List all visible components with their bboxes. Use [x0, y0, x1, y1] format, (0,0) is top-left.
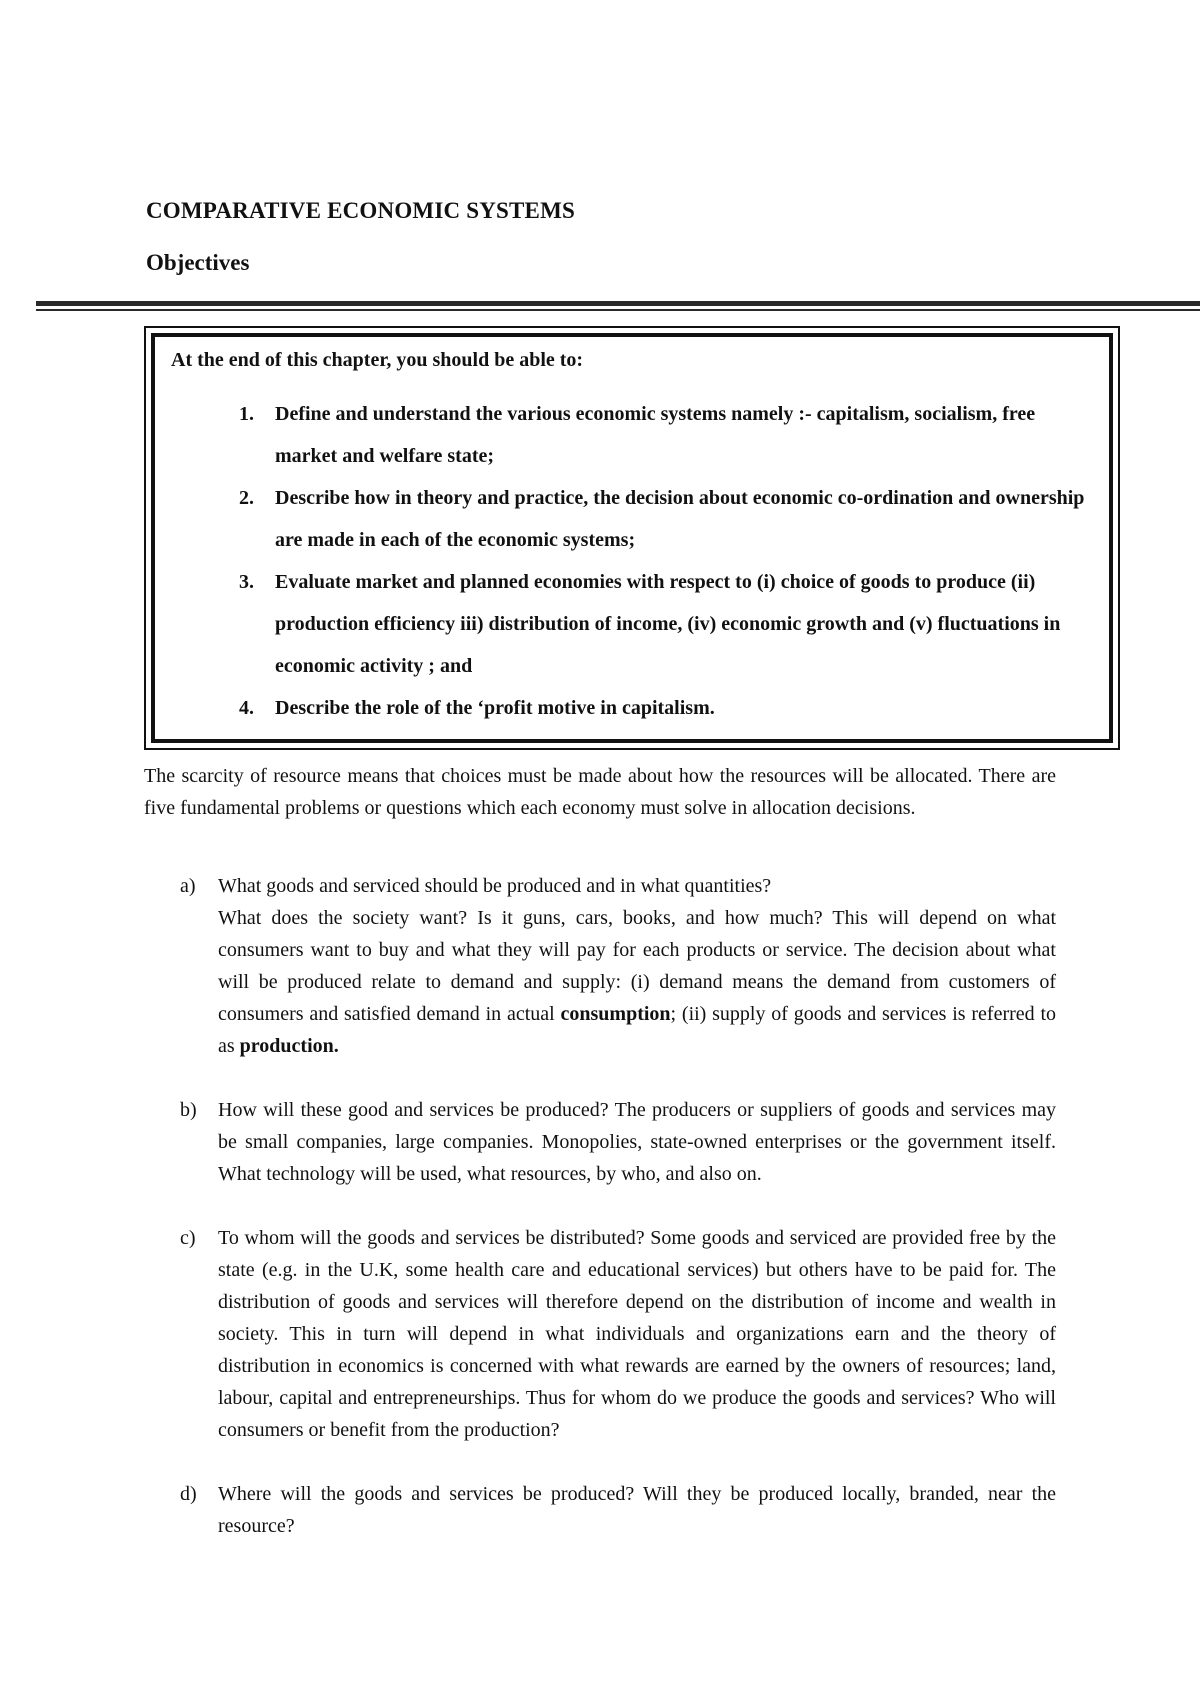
question-marker: a): [180, 875, 196, 897]
question-content: [218, 1222, 1056, 1446]
bold-term-consumption: consumption: [560, 1003, 671, 1025]
objectives-box: [144, 326, 1120, 750]
question-body: Where will the goods and services be produced? Will they be produced locally, branded, near the resource?: [218, 1483, 1056, 1537]
objectives-intro: At the end of this chapter, you should be able to:: [171, 349, 584, 371]
section-divider-thick: [36, 301, 1200, 306]
question-body: [218, 902, 1056, 1062]
objective-number: 1.: [239, 403, 254, 425]
question-item-a: [180, 870, 1056, 1062]
section-divider-thin: [36, 309, 1200, 311]
question-item-b: [180, 1094, 1056, 1190]
question-marker: d): [180, 1483, 197, 1505]
objective-number: 2.: [239, 487, 254, 509]
objective-text: Define and understand the various economic systems namely :- capitalism, socialism, free market and welfare state;: [275, 403, 1036, 467]
objective-item: [239, 561, 1099, 687]
question-marker: c): [180, 1227, 196, 1249]
question-marker: b): [180, 1099, 197, 1121]
section-heading-objectives: Objectives: [146, 250, 250, 275]
question-body-text: What does the society want? Is it guns, cars, books, and how much? This will depend on what consumers want to buy and what they will pay for each products or service. The decision about what will be produced relate to demand and supply: (i) demand means the demand from customers of consumers and satisfied demand in actual: [218, 907, 1056, 1025]
objective-item: [239, 687, 1099, 729]
objective-text: Evaluate market and planned economies with respect to (i) choice of goods to produce (ii) production efficiency iii) distribution of income, (iv) economic growth and (v) fluctuations in economic activity ; and: [275, 571, 1061, 677]
objectives-box-inner-border: [151, 333, 1113, 743]
objective-item: [239, 393, 1099, 477]
page-title: COMPARATIVE ECONOMIC SYSTEMS: [146, 198, 575, 223]
objective-number: 3.: [239, 571, 254, 593]
objectives-list: [239, 393, 1099, 729]
question-item-d: [180, 1478, 1056, 1542]
objective-text: Describe the role of the ‘profit motive in capitalism.: [275, 697, 715, 719]
question-item-c: [180, 1222, 1056, 1446]
question-content: [218, 1478, 1056, 1542]
question-body: How will these good and services be produced? The producers or suppliers of goods and services may be small companies, large companies. Monopolies, state-owned enterprises or the government itself. What technology will be used, what resources, by who, and also on.: [218, 1099, 1056, 1185]
objective-text: Describe how in theory and practice, the decision about economic co-ordination and ownership are made in each of the economic systems;: [275, 487, 1085, 551]
objective-number: 4.: [239, 697, 254, 719]
bold-term-production: production.: [239, 1035, 339, 1057]
question-body: To whom will the goods and services be distributed? Some goods and serviced are provided free by the state (e.g. in the U.K, some health care and educational services) but others have to be paid for. The distribution of goods and services will therefore depend on the distribution of income and wealth in society. This in turn will depend in what individuals and organizations earn and the theory of distribution in economics is concerned with what rewards are earned by the owners of resources; land, labour, capital and entrepreneurships. Thus for whom do we produce the goods and services? Who will consumers or benefit from the production?: [218, 1227, 1056, 1441]
intro-paragraph: The scarcity of resource means that choices must be made about how the resources will be allocated. There are five fundamental problems or questions which each economy must solve in allocation decisions.: [144, 765, 1056, 819]
question-heading: What goods and serviced should be produced and in what quantities?: [218, 875, 772, 897]
question-body-text: ; (ii) supply of goods and services is referred to as: [218, 1003, 1057, 1057]
objective-item: [239, 477, 1099, 561]
question-content: [218, 870, 1056, 1062]
question-content: [218, 1094, 1056, 1190]
